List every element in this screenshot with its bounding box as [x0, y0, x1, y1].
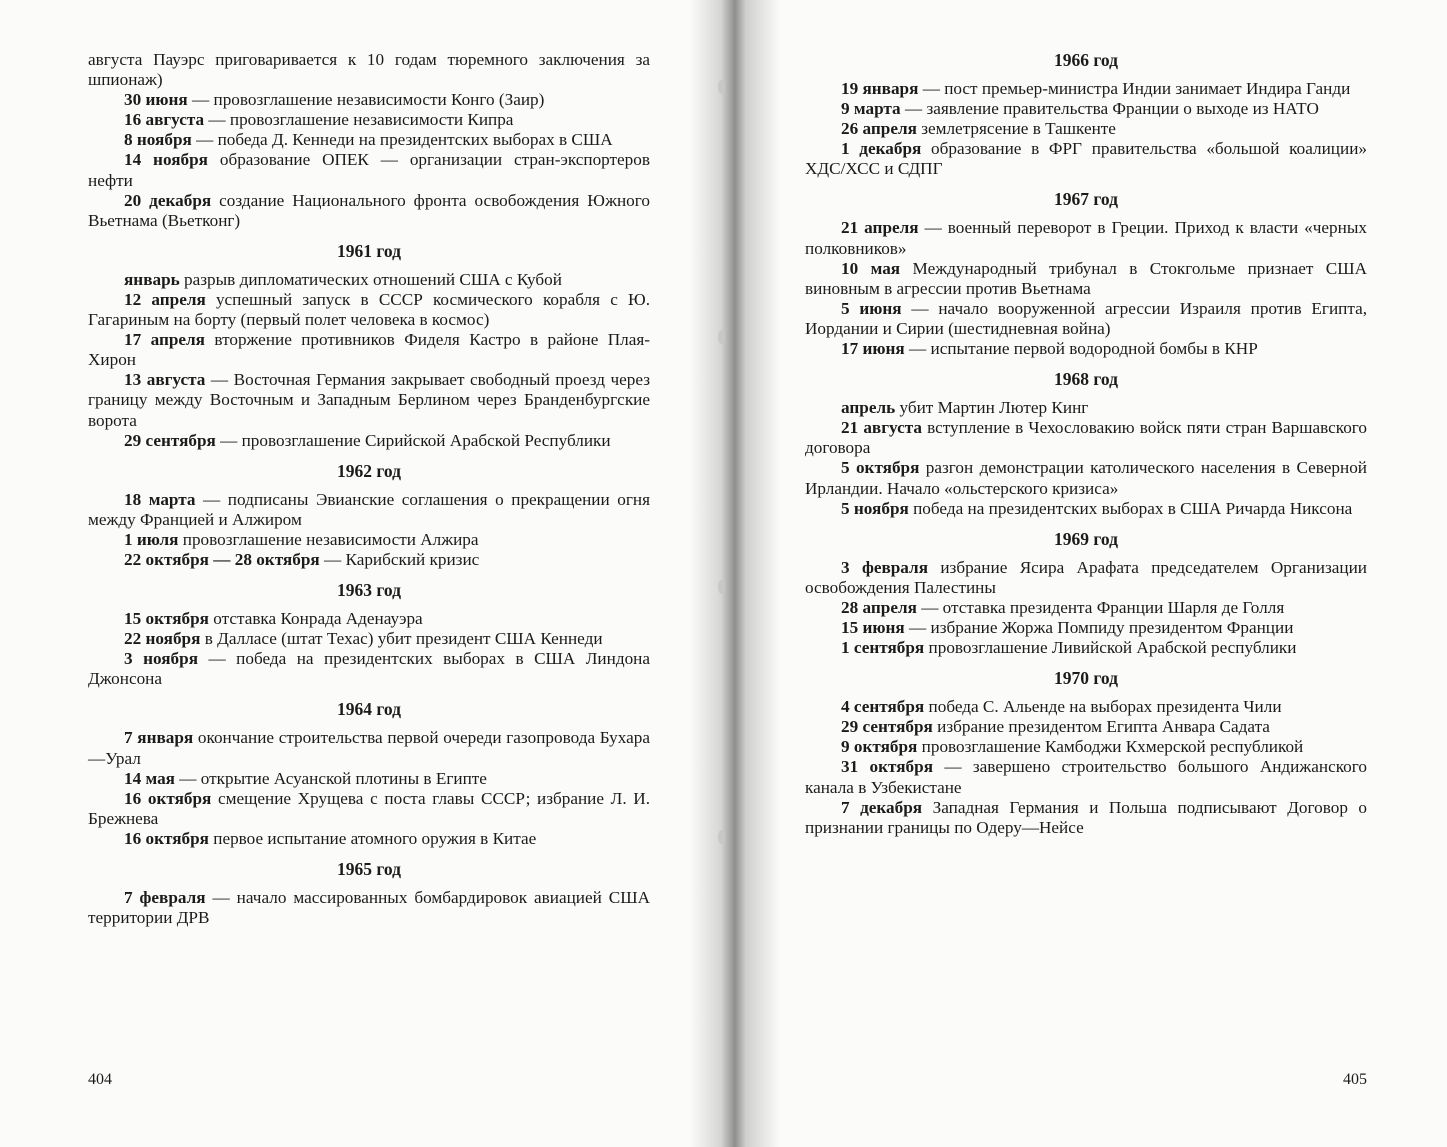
chronology-entry: [805, 499, 1367, 519]
entry-text: — завершено строительство большого Андижанского канала в Узбекистане: [805, 757, 1367, 797]
entry-date: 8 ноября: [124, 130, 192, 150]
entry-date: 13 августа: [124, 370, 206, 390]
entry-text: провозглашение Камбоджи Кхмерской республикой: [917, 737, 1304, 757]
entry-date: 1 июля: [124, 529, 179, 549]
entry-text: успешный запуск в СССР космического корабля с Ю. Гагариным на борту (первый полет человека в космос): [88, 289, 650, 330]
entry-text: убит Мартин Лютер Кинг: [895, 398, 1089, 418]
entry-date: 16 октября: [124, 788, 212, 808]
chronology-entry: [805, 598, 1367, 618]
entry-date: 3 ноября: [124, 649, 198, 669]
entry-text: — открытие Асуанской плотины в Египте: [174, 768, 487, 788]
entry-text: образование ОПЕК — организации стран-экспортеров нефти: [88, 150, 650, 190]
entry-text: Западная Германия и Польша подписывают Договор о признании границы по Одеру—Нейсе: [805, 797, 1367, 837]
chronology-entry: [88, 609, 650, 629]
entry-date: 29 сентября: [841, 717, 933, 737]
entry-date: 21 апреля: [841, 218, 919, 238]
entry-text: первое испытание атомного оружия в Китае: [208, 828, 537, 848]
entry-text: Международный трибунал в Стокгольме признает США виновным в агрессии против Вьетнама: [805, 258, 1368, 298]
entry-text: — победа Д. Кеннеди на президентских выборах в США: [191, 130, 613, 150]
chronology-entry: [88, 110, 650, 130]
entry-date: 7 января: [124, 728, 194, 748]
chronology-entry: [88, 728, 650, 768]
chronology-entry: [88, 888, 650, 928]
entry-date: 7 февраля: [124, 888, 206, 907]
entry-text: — провозглашение независимости Кипра: [204, 110, 514, 130]
year-heading: 1967 год: [1054, 189, 1118, 210]
chronology-entry: [805, 757, 1367, 797]
entry-text: образование в ФРГ правительства «большой коалиции» ХДС/ХСС и СДПГ: [805, 139, 1367, 179]
entry-date: 16 октября: [124, 828, 209, 848]
chronology-entry: [88, 290, 650, 330]
chronology-entry: [805, 339, 1367, 359]
year-heading: 1966 год: [1054, 50, 1118, 70]
chronology-entry: [805, 638, 1367, 658]
chronology-entry: [88, 530, 650, 550]
binding-hole: [718, 830, 725, 844]
entry-date: 15 октября: [124, 609, 209, 629]
chronology-entry: [88, 789, 650, 829]
entry-text: отставка Конрада Аденауэра: [208, 609, 423, 629]
entry-date: 17 апреля: [124, 330, 205, 350]
binding-hole: [718, 80, 725, 94]
entry-date: 22 октября — 28 октября: [124, 549, 320, 569]
entry-text: — провозглашение Сирийской Арабской Республики: [215, 430, 611, 450]
right-page-text: [805, 50, 1367, 838]
year-heading: 1969 год: [1054, 528, 1118, 549]
chronology-entry: [88, 431, 650, 451]
entry-text: разрыв дипломатических отношений США с Кубой: [179, 269, 562, 289]
entry-text: — избрание Жоржа Помпиду президентом Франции: [904, 617, 1294, 637]
left-page: [88, 0, 650, 1147]
entry-date: 21 августа: [841, 418, 922, 438]
entry-text: — провозглашение независимости Конго (Заир): [187, 90, 545, 110]
entry-text: — заявление правительства Франции о выходе из НАТО: [900, 99, 1319, 119]
entry-date: 18 марта: [124, 489, 196, 509]
entry-text: — начало вооруженной агрессии Израиля против Египта, Иордании и Сирии (шестидневная война): [805, 298, 1367, 338]
year-heading: 1964 год: [337, 699, 401, 720]
entry-date: 1 декабря: [841, 139, 922, 159]
chronology-entry: [88, 829, 650, 849]
entry-date: 5 июня: [841, 298, 902, 318]
entry-date: 1 сентября: [841, 638, 925, 658]
entry-date: 5 октября: [841, 458, 920, 478]
chronology-entry: [88, 769, 650, 789]
chronology-entry: [88, 330, 650, 370]
entry-text: создание Национального фронта освобождения Южного Вьетнама (Вьетконг): [88, 190, 650, 230]
entry-date: 14 ноября: [124, 150, 208, 170]
entry-date: 4 сентября: [841, 697, 925, 717]
chronology-entry: [805, 299, 1367, 339]
entry-text: — Карибский кризис: [319, 549, 480, 569]
chronology-entry: [805, 458, 1367, 498]
entry-text: землетрясение в Ташкенте: [916, 119, 1116, 139]
chronology-entry: [805, 79, 1367, 99]
entry-text: победа на президентских выборах в США Ричарда Никсона: [908, 498, 1353, 518]
entry-text: провозглашение независимости Алжира: [178, 529, 479, 549]
entry-text: победа С. Альенде на выборах президента Чили: [924, 697, 1282, 717]
page-number-right: 405: [1343, 1071, 1367, 1088]
chronology-entry: [88, 90, 650, 110]
entry-date: апрель: [841, 398, 896, 418]
left-page-text: [88, 50, 650, 928]
chronology-entry: [805, 259, 1367, 299]
entry-date: 5 ноября: [841, 498, 909, 518]
entry-date: 7 декабря: [841, 797, 923, 817]
right-page: [805, 0, 1367, 1147]
entry-date: 20 декабря: [124, 190, 212, 210]
entry-date: 12 апреля: [124, 289, 206, 309]
entry-text: — пост премьер-министра Индии занимает Индира Ганди: [918, 79, 1351, 98]
entry-text: августа Пауэрс приговаривается к 10 годам тюремного заключения за шпионаж): [88, 50, 650, 90]
chronology-entry: [88, 490, 650, 530]
entry-text: — военный переворот в Греции. Приход к власти «черных полковников»: [805, 218, 1367, 258]
chronology-entry: [805, 697, 1367, 717]
entry-date: 26 апреля: [841, 119, 917, 139]
chronology-entry: [805, 398, 1367, 418]
entry-date: 9 октября: [841, 737, 918, 757]
entry-text: разгон демонстрации католического населения в Северной Ирландии. Начало «ольстерского кризиса»: [805, 458, 1367, 498]
entry-text: — Восточная Германия закрывает свободный проезд через границу между Восточным и Западным Берлином через Бранденбургские ворота: [88, 370, 650, 430]
chronology-entry: [805, 418, 1367, 458]
entry-text: — испытание первой водородной бомбы в КНР: [904, 339, 1258, 359]
entry-text: — победа на президентских выборах в США Линдона Джонсона: [88, 649, 650, 689]
year-heading: 1965 год: [337, 859, 401, 879]
entry-date: 31 октября: [841, 757, 933, 777]
chronology-entry: [88, 270, 650, 290]
chronology-entry: [88, 50, 650, 90]
year-heading: 1961 год: [337, 240, 401, 261]
entry-date: 28 апреля: [841, 597, 917, 617]
binding-hole: [718, 580, 725, 594]
chronology-entry: [805, 717, 1367, 737]
entry-text: — подписаны Эвианские соглашения о прекращении огня между Францией и Алжиром: [88, 489, 650, 529]
entry-text: в Далласе (штат Техас) убит президент США Кеннеди: [200, 629, 603, 649]
entry-date: 29 сентября: [124, 430, 216, 450]
entry-date: 10 мая: [841, 258, 901, 278]
entry-date: 9 марта: [841, 99, 901, 119]
entry-text: избрание президентом Египта Анвара Садата: [932, 717, 1270, 737]
entry-date: январь: [124, 269, 180, 289]
year-heading: 1963 год: [337, 580, 401, 601]
entry-date: 19 января: [841, 79, 919, 98]
entry-text: окончание строительства первой очереди газопровода Бухара—Урал: [88, 728, 650, 768]
entry-date: 30 июня: [124, 90, 188, 110]
year-heading: 1968 год: [1054, 369, 1118, 390]
entry-text: смещение Хрущева с поста главы СССР; избрание Л. И. Брежнева: [88, 788, 651, 828]
chronology-entry: [88, 649, 650, 689]
entry-date: 22 ноября: [124, 629, 201, 649]
entry-text: вторжение противников Фиделя Кастро в районе Плая-Хирон: [88, 330, 650, 370]
entry-text: провозглашение Ливийской Арабской республики: [924, 638, 1297, 658]
entry-text: — отставка президента Франции Шарля де Голля: [916, 597, 1285, 617]
chronology-entry: [88, 370, 650, 430]
chronology-entry: [88, 150, 650, 190]
chronology-entry: [805, 558, 1367, 598]
book-gutter: [690, 0, 780, 1147]
entry-date: 3 февраля: [841, 557, 928, 577]
entry-date: 16 августа: [124, 110, 205, 130]
chronology-entry: [88, 191, 650, 231]
chronology-entry: [88, 130, 650, 150]
entry-date: 15 июня: [841, 617, 905, 637]
chronology-entry: [805, 99, 1367, 119]
year-heading: 1970 год: [1054, 668, 1118, 689]
entry-date: 17 июня: [841, 339, 905, 359]
page-number-left: 404: [88, 1071, 112, 1088]
year-heading: 1962 год: [337, 460, 401, 481]
entry-text: — начало массированных бомбардировок авиацией США территории ДРВ: [88, 888, 650, 928]
chronology-entry: [88, 550, 650, 570]
chronology-entry: [805, 737, 1367, 757]
chronology-entry: [805, 618, 1367, 638]
chronology-entry: [805, 798, 1367, 838]
entry-text: вступление в Чехословакию войск пяти стран Варшавского договора: [805, 418, 1368, 458]
binding-hole: [718, 330, 725, 344]
chronology-entry: [805, 218, 1367, 258]
chronology-entry: [88, 629, 650, 649]
chronology-entry: [805, 119, 1367, 139]
entry-text: избрание Ясира Арафата председателем Организации освобождения Палестины: [805, 557, 1367, 597]
entry-date: 14 мая: [124, 768, 175, 788]
chronology-entry: [805, 139, 1367, 179]
